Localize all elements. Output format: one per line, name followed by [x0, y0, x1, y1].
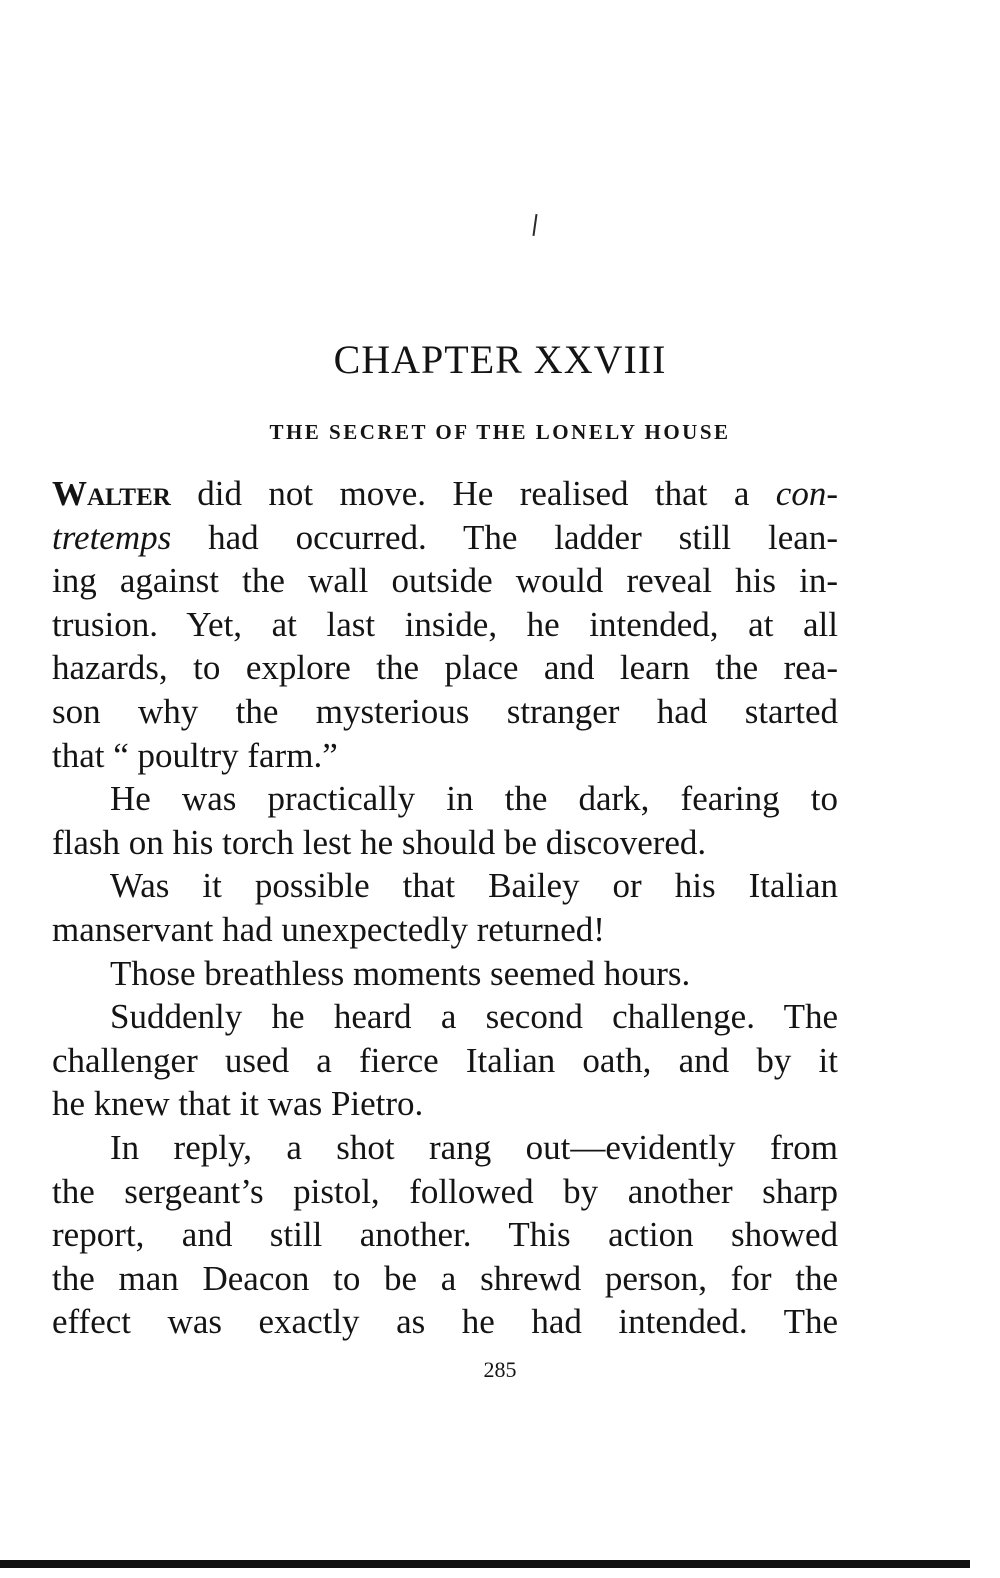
- text-line: hazards, to explore the place and learn the rea-: [52, 648, 838, 688]
- text-line: he knew that it was Pietro.: [52, 1084, 424, 1124]
- text-line: Was it possible that Bailey or his Italian: [110, 866, 838, 906]
- italic-run: con-: [775, 474, 838, 513]
- body-text: [52, 472, 838, 1344]
- chapter-subtitle: THE SECRET OF THE LONELY HOUSE: [269, 420, 731, 444]
- text-line: the man Deacon to be a shrewd person, for the: [52, 1258, 838, 1298]
- text-line: ing against the wall outside would reveal his in-: [52, 561, 838, 601]
- text-line: flash on his torch lest he should be discovered.: [52, 822, 707, 862]
- stray-ink-mark: [532, 214, 537, 236]
- text-line: challenger used a fierce Italian oath, and by it: [52, 1040, 838, 1080]
- text-line: the sergeant’s pistol, followed by another sharp: [52, 1171, 838, 1211]
- text-line: In reply, a shot rang out—evidently from: [110, 1127, 838, 1167]
- bottom-scan-edge: [0, 1560, 970, 1568]
- text-line: report, and still another. This action showed: [52, 1215, 838, 1255]
- text-run: had occurred. The ladder still lean-: [171, 517, 838, 557]
- text-line: He was practically in the dark, fearing to: [110, 779, 838, 819]
- chapter-title: CHAPTER XXVIII: [333, 337, 667, 382]
- italic-run: tretemps: [52, 517, 172, 557]
- text-line: manservant had unexpectedly returned!: [52, 909, 605, 949]
- text-line: that “ poultry farm.”: [52, 735, 338, 775]
- text-line: trusion. Yet, at last inside, he intended, at all: [52, 604, 838, 644]
- text-line: effect was exactly as he had intended. The: [52, 1302, 838, 1342]
- text-line: son why the mysterious stranger had started: [52, 691, 838, 731]
- page-number: 285: [483, 1357, 517, 1382]
- text-line: Those breathless moments seemed hours.: [110, 953, 691, 993]
- text-line: [52, 472, 838, 516]
- text-line: Suddenly he heard a second challenge. The: [110, 997, 838, 1037]
- opening-word: Walter: [52, 474, 171, 513]
- text-line: [52, 516, 838, 560]
- text-run: did not move. He realised that a: [170, 474, 776, 513]
